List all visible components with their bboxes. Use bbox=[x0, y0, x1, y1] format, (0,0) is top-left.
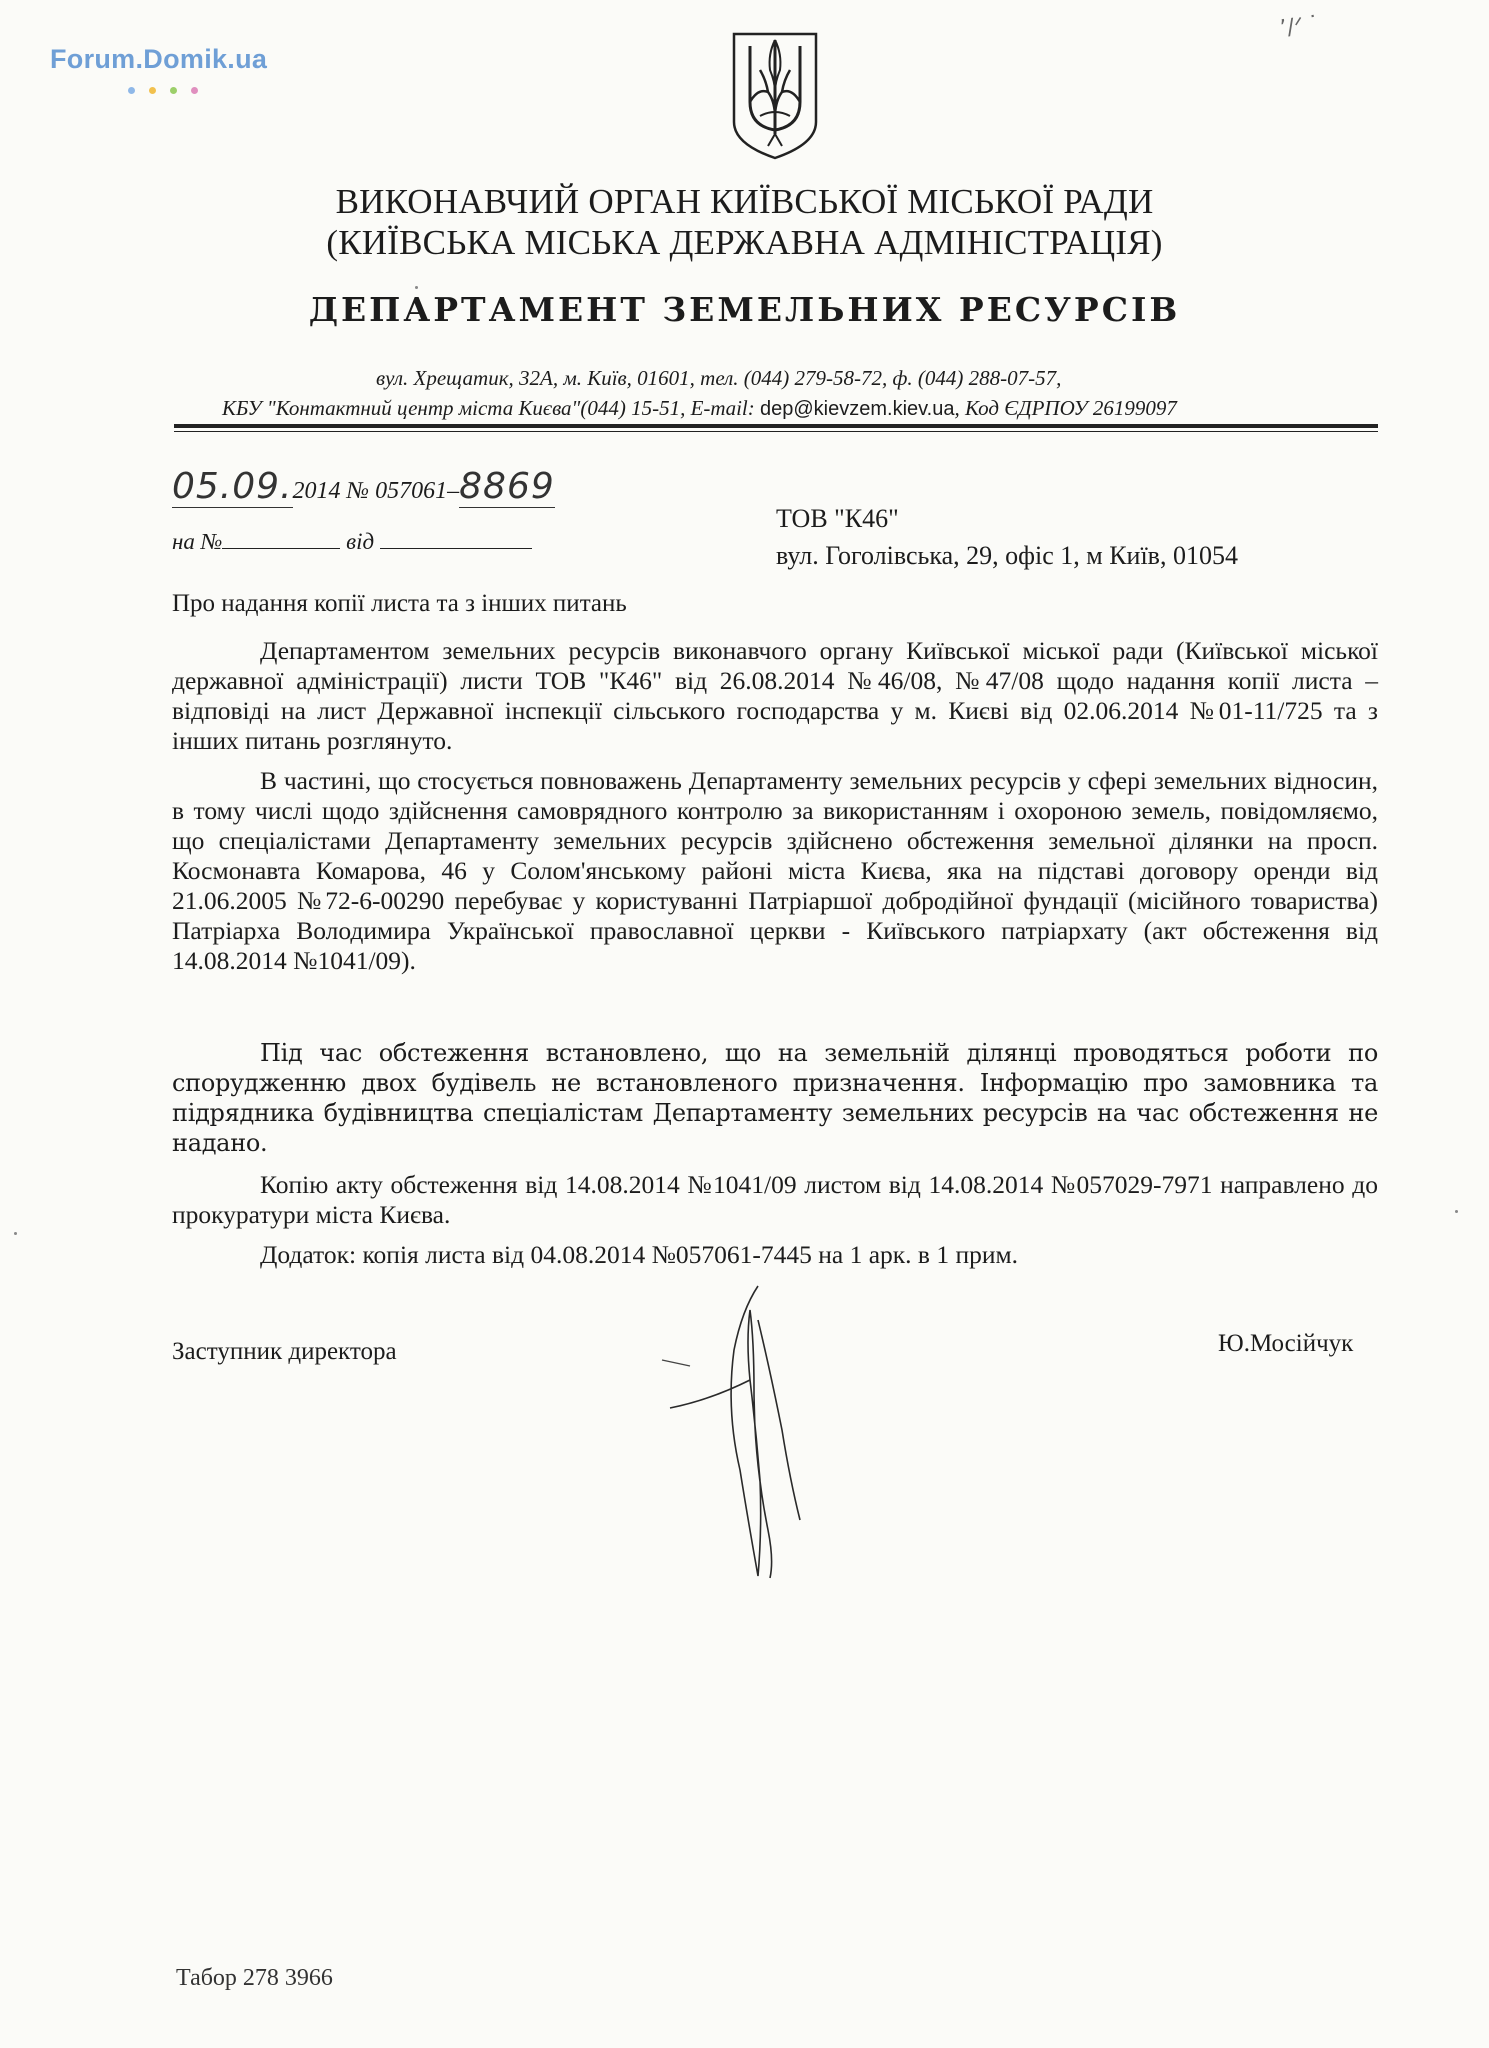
header-address-line2 bbox=[222, 396, 1177, 421]
watermark-dot bbox=[170, 87, 177, 94]
corner-handwritten-note: ʼ/ᐟ ᐝ bbox=[1278, 11, 1318, 42]
reference-year-prefix: 2014 № 057061– bbox=[292, 478, 460, 504]
attachment-note: Додаток: копія листа від 04.08.2014 №057061-7445 на 1 арк. в 1 прим. bbox=[260, 1240, 1019, 1269]
signatory-name: Ю.Мосійчук bbox=[1218, 1330, 1354, 1357]
header-address-line1: вул. Хрещатик, 32А, м. Київ, 01601, тел. (044) 279-58-72, ф. (044) 288-07-57, bbox=[376, 366, 1062, 390]
incoming-reference bbox=[172, 526, 532, 555]
body-paragraph: Під час обстеження встановлено, що на земельній ділянці проводяться роботи по спорудженню двох будівель не встановленого призначення. Інформацію про замовника та підрядника будівництва спеціалістам Департаменту земельних ресурсів на час обстеження не надано. bbox=[172, 1039, 1378, 1157]
letter-subject: Про надання копії листа та з інших питань bbox=[172, 590, 627, 617]
incoming-number-label: на № bbox=[172, 529, 223, 554]
recipient-block bbox=[776, 500, 1238, 574]
watermark-logo bbox=[50, 44, 267, 89]
watermark-dot bbox=[191, 87, 198, 94]
address-contact-center: КБУ "Контактний центр міста Києва"(044) 15-51, E-mail: bbox=[222, 396, 760, 420]
footer-executor: Табор 278 3966 bbox=[176, 1965, 333, 1991]
body-paragraph: Копію акту обстеження від 14.08.2014 №1041/09 листом від 14.08.2014 №057029-7971 направлено до прокуратури міста Києва. bbox=[172, 1170, 1378, 1229]
header-authority-line2: (КИЇВСЬКА МІСЬКА ДЕРЖАВНА АДМІНІСТРАЦІЯ) bbox=[326, 223, 1163, 262]
recipient-name: ТОВ "К46" bbox=[776, 504, 899, 533]
outgoing-reference bbox=[172, 466, 555, 507]
handwritten-signature bbox=[650, 1280, 820, 1580]
body-paragraph: В частині, що стосується повноважень Департаменту земельних ресурсів у сфері земельних відносин, в тому числі щодо здійснення самоврядного контролю за використанням і охороною земель, повідомляємо, що спеціалістами Департаменту земельних ресурсів здійснено обстеження земельної ділянки на просп. Космонавта Комарова, 46 у Солом'янському районі міста Києва, яка на підставі договору оренди від 21.06.2005 №72-6-00290 перебуває у користуванні Патріаршої добродійної фундації (місійного товариства) Патріарха Володимира Української православної церкви - Київського патріархату (акт обстеження від 14.08.2014 №1041/09). bbox=[172, 766, 1378, 975]
recipient-address: вул. Гоголівська, 29, офіс 1, м Київ, 01054 bbox=[776, 541, 1238, 570]
watermark-dot bbox=[149, 87, 156, 94]
header-divider-thick bbox=[174, 424, 1378, 428]
incoming-date-blank bbox=[380, 526, 532, 549]
scan-speck bbox=[14, 1232, 17, 1235]
handwritten-number: 8869 bbox=[459, 466, 555, 507]
handwritten-date: 05.09. bbox=[172, 466, 293, 507]
address-email: dep@kievzem.kiev.ua bbox=[759, 398, 955, 420]
header-authority-line1: ВИКОНАВЧИЙ ОРГАН КИЇВСЬКОЇ МІСЬКОЇ РАДИ bbox=[335, 182, 1154, 221]
address-edrpou: , Код ЄДРПОУ 26199097 bbox=[954, 396, 1177, 420]
scan-speck bbox=[415, 286, 418, 289]
incoming-date-label: від bbox=[346, 529, 375, 554]
header-divider-thin bbox=[174, 431, 1378, 432]
header-department: ДЕПАРТАМЕНТ ЗЕМЕЛЬНИХ РЕСУРСІВ bbox=[308, 290, 1181, 329]
watermark-dots bbox=[50, 81, 267, 89]
watermark-text: Forum.Domik.ua bbox=[50, 44, 268, 74]
scan-speck bbox=[1455, 1210, 1458, 1213]
body-paragraph: Департаментом земельних ресурсів виконавчого органу Київської міської ради (Київської міської державної адміністрації) листи ТОВ "К46" від 26.08.2014 №46/08, №47/08 щодо надання копії листа – відповіді на лист Державної інспекції сільського господарства у м. Києві від 02.06.2014 №01-11/725 та з інших питань розглянуто. bbox=[172, 636, 1378, 755]
watermark-dot bbox=[128, 87, 135, 94]
coat-of-arms-icon bbox=[730, 30, 820, 162]
signatory-position: Заступник директора bbox=[172, 1338, 397, 1365]
incoming-number-blank bbox=[222, 526, 340, 549]
